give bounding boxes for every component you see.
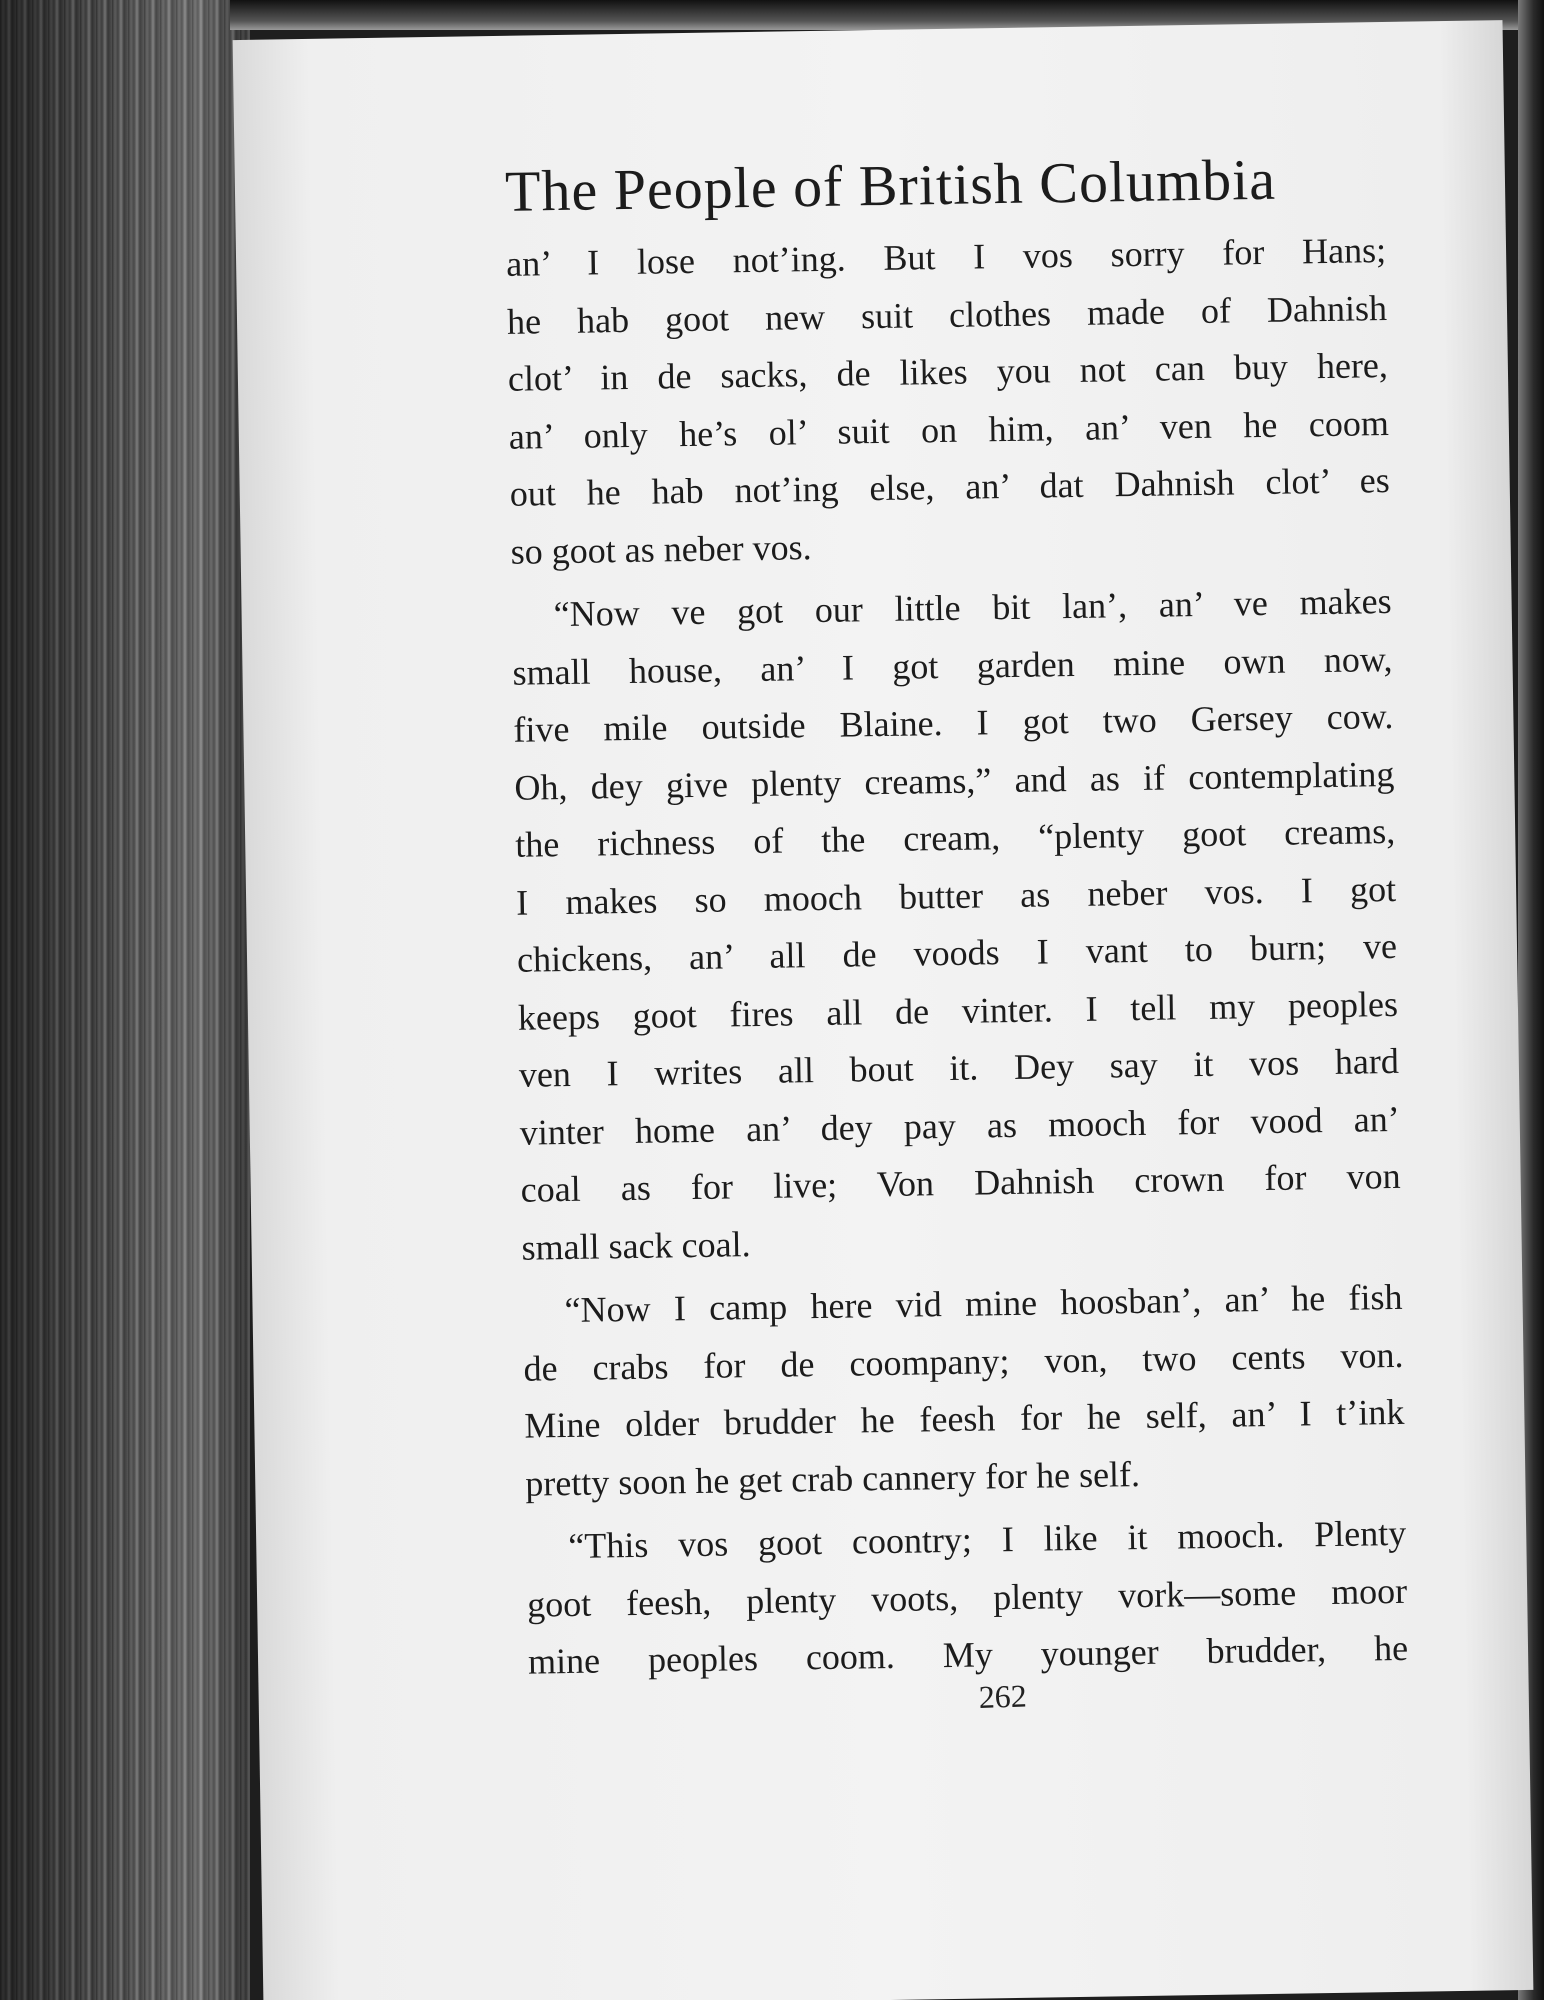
text-line: “This vos goot coontry; I like it mooch. Plenty [567,1512,1407,1567]
text-line: so goot as neber vos. [510,526,812,572]
paragraph-2 [511,573,1402,1277]
text-line: the richness of the cream, “plenty goot creams, [514,810,1396,865]
text-line: pretty soon he get crab cannery for he self. [524,1453,1141,1504]
text-line: vinter home an’ dey pay as mooch for vood an’ [519,1098,1401,1153]
text-line: keeps goot fires all de vinter. I tell my peoples [517,983,1399,1038]
page-paper [233,20,1534,2000]
paragraph-4 [526,1505,1409,1691]
text-line: out he hab not’ing else, an’ dat Dahnish clot’ es [509,459,1390,514]
text-line: de crabs for de coompany; von, two cents von. [523,1334,1404,1389]
paragraph-3 [522,1269,1406,1513]
text-line: five mile outside Blaine. I got two Gersey cow. [513,695,1394,750]
text-line: Oh, dey give plenty creams,” and as if contemplating [514,753,1395,808]
text-line: I makes so mooch butter as neber vos. I got [515,868,1397,923]
running-head: The People of British Columbia [504,146,1277,224]
text-line: an’ only he’s ol’ suit on him, an’ ven he coom [508,402,1390,457]
paragraph-1 [506,222,1391,581]
text-line: chickens, an’ all de voods I vant to burn; ve [516,925,1398,980]
book-page-edges [0,0,250,2000]
text-line: clot’ in de sacks, de likes you not can buy here, [507,344,1389,399]
text-line: coal as for live; Von Dahnish crown for von [520,1155,1401,1210]
text-line: ven I writes all bout it. Dey say it vos hard [518,1040,1400,1095]
text-line: “Now I camp here vid mine hoosban’, an’ he fish [564,1276,1403,1331]
text-line: “Now ve got our little bit lan’, an’ ve makes [553,580,1392,635]
text-line: mine peoples coom. My younger brudder, he [527,1627,1409,1682]
text-line: he hab goot new suit clothes made of Dahnish [506,287,1388,342]
text-line: an’ I lose not’ing. But I vos sorry for Hans; [505,230,1387,284]
page-number: 262 [978,1677,1028,1715]
text-block [504,142,1408,1691]
text-line: small house, an’ I got garden mine own now, [512,638,1393,693]
text-line: Mine older brudder he feesh for he self, an’ I t’ink [524,1391,1405,1446]
text-line: goot feesh, plenty voots, plenty vork—some moor [526,1570,1408,1625]
text-line: small sack coal. [521,1223,751,1268]
